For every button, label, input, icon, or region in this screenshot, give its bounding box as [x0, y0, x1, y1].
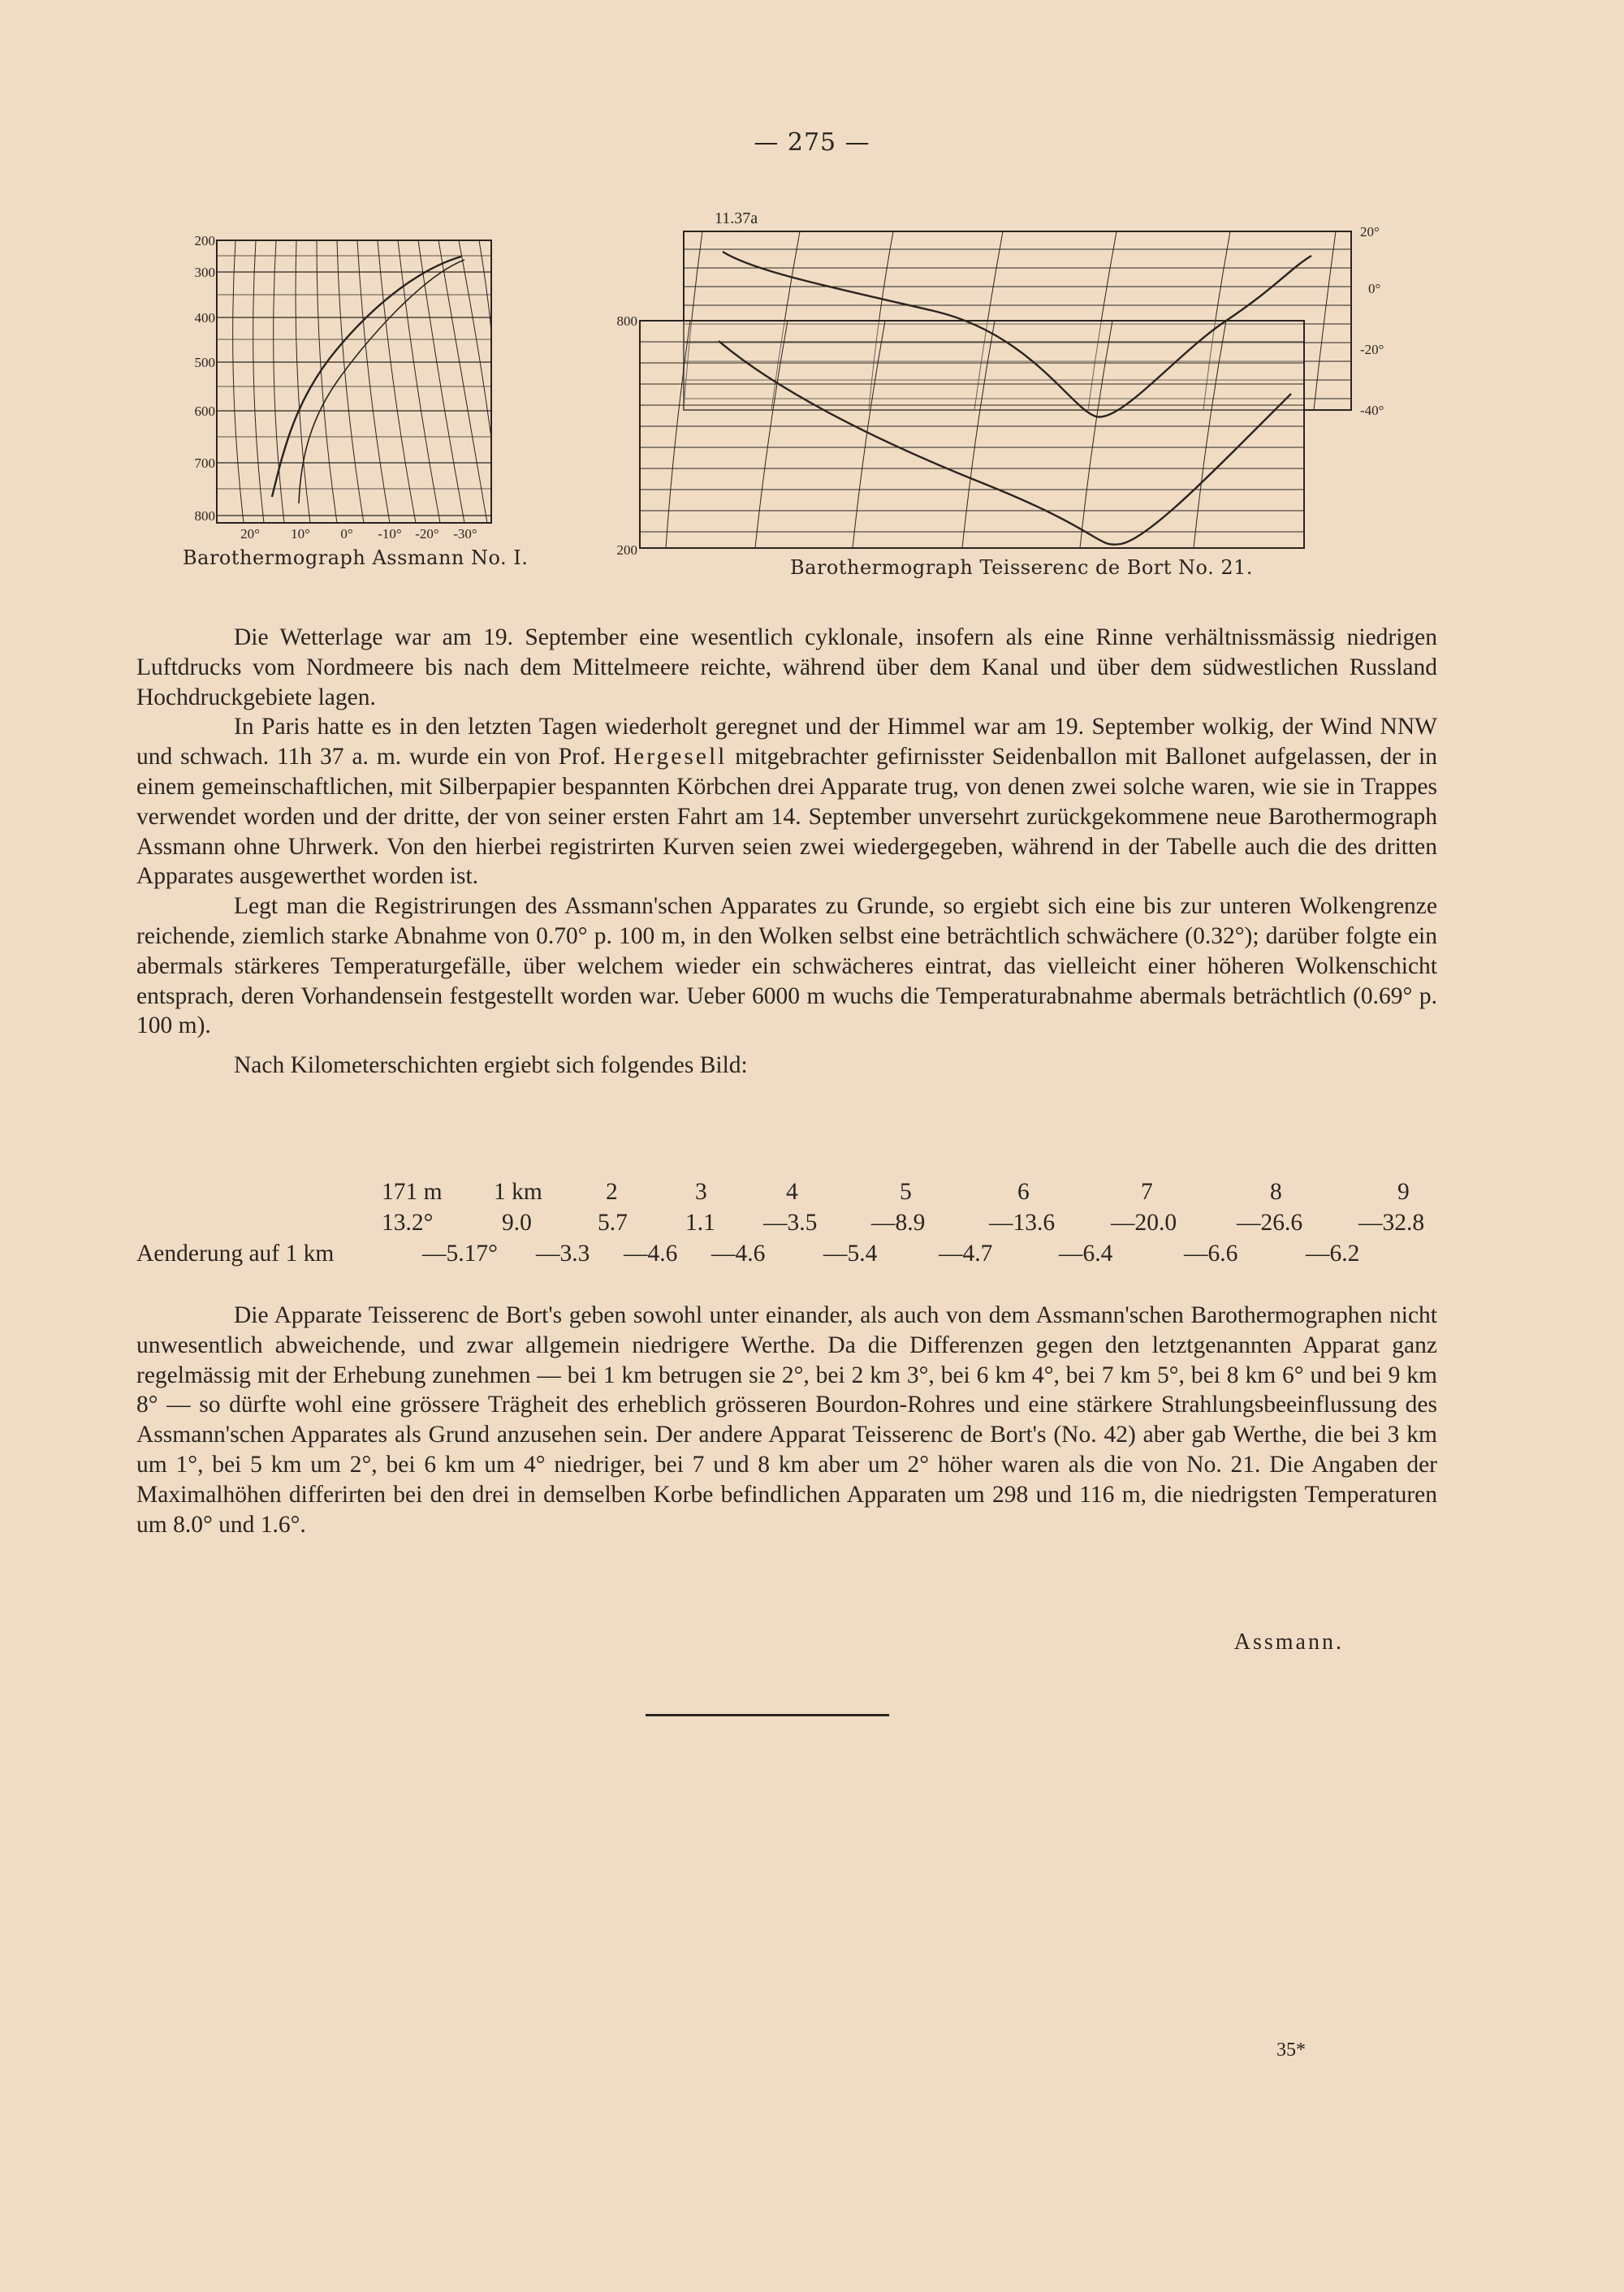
pressure-label: 700	[194, 455, 215, 471]
table-cell: —13.6	[989, 1210, 1056, 1236]
pressure-label: 600	[194, 404, 215, 419]
temperature-label: -10°	[378, 526, 402, 542]
table-cell: —20.0	[1111, 1210, 1177, 1236]
table-cell: 8	[1270, 1179, 1282, 1205]
table-cell: 13.2°	[382, 1210, 434, 1236]
table-cell: —6.2	[1306, 1241, 1360, 1267]
temperature-label: -20°	[415, 526, 439, 542]
person-name: Hergesell	[613, 744, 728, 770]
body-text-lower	[136, 1301, 1437, 1539]
table-cell: —3.3	[536, 1241, 590, 1267]
figure-assmann-barothermograph	[162, 227, 520, 568]
table-cell: —4.6	[711, 1241, 766, 1267]
temperature-label: -30°	[453, 526, 477, 542]
table-cell: —4.7	[939, 1241, 993, 1267]
teisserenc-right-label: -40°	[1360, 403, 1384, 418]
pressure-label: 300	[194, 265, 215, 280]
pressure-label: 500	[194, 355, 215, 370]
table-cell: 1 km	[494, 1179, 542, 1205]
assmann-ascent-curve	[272, 257, 461, 497]
table-row-heights	[136, 1179, 1444, 1208]
table-cell: —6.6	[1184, 1241, 1238, 1267]
figure-teisserenc-barothermograph	[593, 207, 1429, 564]
temperature-label: 0°	[340, 526, 353, 542]
paragraph-table-intro: Nach Kilometerschichten ergiebt sich folgendes Bild:	[234, 1052, 748, 1079]
closing-rule	[646, 1714, 889, 1716]
temperature-label: 20°	[240, 526, 260, 542]
paragraph-comparison: Die Apparate Teisserenc de Bort's geben sowohl unter einander, als auch von dem Assmann'schen Barothermographen nicht unwesentlich abweichende, und zwar allgemein niedrigere Werthe. Da die Differenzen gegen den letztgenannten Apparat ganz regelmässig mit der Erhebung zunehmen — bei 1 km betrugen sie 2°, bei 2 km 3°, bei 6 km 4°, bei 7 km 5°, bei 8 km 6° und bei 9 km 8° — so dürfte wohl eine grössere Trägheit des erheblich grösseren Bourdon-Rohres und eine stärkere Strahlungsbeeinflussung des Assmann'schen Apparates als Grund anzusehen sein. Der andere Apparat Teisserenc de Bort's (No. 42) aber gab Werthe, die bei 3 km um 1°, bei 5 km um 2°, bei 6 km um 4° niedriger, bei 7 und 8 km aber um 2° höher waren als die von No. 21. Die Angaben der Maximalhöhen differirten bei den drei in demselben Korbe befindlichen Apparaten um 298 und 116 m, die niedrigsten Temperaturen um 8.0° und 1.6°.	[136, 1302, 1437, 1538]
table-cell: 3	[695, 1179, 707, 1205]
table-cell: 4	[786, 1179, 798, 1205]
teisserenc-right-label: 0°	[1368, 281, 1381, 296]
table-cell: 5.7	[598, 1210, 628, 1236]
table-cell: —5.17°	[422, 1241, 498, 1267]
paragraph-ascent-part1: In Paris hatte es in den letzten Tagen wiederholt geregnet und der Himmel war am 19. September wolkig, der Wind NNW und schwach. 11h 37 a. m. wurde ein von Prof.	[136, 714, 1437, 770]
teisserenc-left-label: 800	[616, 313, 637, 329]
table-row-label: Aenderung auf 1 km	[136, 1241, 335, 1267]
table-cell: 9	[1397, 1179, 1410, 1205]
table-cell: —5.4	[823, 1241, 878, 1267]
figure-assmann-caption: Barothermograph Assmann No. I.	[183, 546, 529, 569]
body-text-upper	[136, 623, 1437, 1081]
paragraph-registration: Legt man die Registrirungen des Assmann'schen Apparates zu Grunde, so ergiebt sich eine bis zur unteren Wolkengrenze reichende, ziemlich starke Abnahme von 0.70° p. 100 m, in den Wolken selbst eine beträchtlich schwächere (0.32°); darüber folgte ein abermals stärkeres Temperaturgefälle, über welchem wieder ein schwächeres eintrat, das vielleicht einer höheren Wolkenschicht entsprach, deren Vorhandensein festgestellt worden war. Ueber 6000 m wuchs die Temperaturabnahme abermals beträchtlich (0.69° p. 100 m).	[136, 893, 1437, 1039]
table-cell: 1.1	[685, 1210, 715, 1236]
figure-teisserenc-caption: Barothermograph Teisserenc de Bort No. 21.	[790, 556, 1253, 579]
table-cell: —32.8	[1358, 1210, 1425, 1236]
table-cell: —3.5	[763, 1210, 818, 1236]
assmann-temperature-labels	[240, 526, 477, 542]
table-cell: 2	[606, 1179, 618, 1205]
temperature-table	[136, 1179, 1444, 1284]
assmann-pressure-labels	[195, 233, 216, 524]
author-signature: Assmann.	[1233, 1629, 1344, 1655]
table-row-changes	[136, 1241, 1444, 1270]
table-cell: —8.9	[871, 1210, 926, 1236]
table-cell: 171 m	[382, 1179, 443, 1205]
table-cell: 6	[1017, 1179, 1030, 1205]
sheet-number: 35*	[1276, 2039, 1306, 2061]
table-cell: —6.4	[1059, 1241, 1113, 1267]
table-cell: 5	[900, 1179, 912, 1205]
table-cell: —26.6	[1237, 1210, 1303, 1236]
teisserenc-right-label: 20°	[1360, 224, 1380, 240]
teisserenc-right-label: -20°	[1360, 342, 1384, 357]
paragraph-ascent	[136, 712, 1437, 891]
table-cell: 7	[1141, 1179, 1153, 1205]
table-cell: —4.6	[624, 1241, 678, 1267]
pressure-label: 400	[194, 310, 215, 326]
pressure-label: 800	[194, 508, 215, 524]
teisserenc-front-grid	[640, 321, 1304, 548]
table-cell: 9.0	[502, 1210, 532, 1236]
page-number: — 275 —	[754, 128, 870, 157]
assmann-grid	[217, 240, 491, 523]
paragraph-ascent-part2: mitgebrachter gefirnisster Seidenballon mit Ballonet aufgelassen, der in einem gemeinschaftlichen, mit Silberpapier bespannten Körbchen drei Apparate trug, von denen zwei solche waren, wie sie in Trappes verwendet worden und der dritte, der von seiner ersten Fahrt am 14. September unversehrt zurückgekommene neue Barothermograph Assmann ohne Uhrwerk. Von den hierbei registrirten Kurven seien zwei wiedergegeben, während in der Tabelle auch die des dritten Apparates ausgewerthet worden ist.	[136, 744, 1438, 890]
temperature-label: 10°	[291, 526, 310, 542]
paragraph-weather: Die Wetterlage war am 19. September eine wesentlich cyklonale, insofern als eine Rinne verhältnissmässig niedrigen Luftdrucks vom Nordmeere bis nach dem Mittelmeere reichte, während über dem Kanal und über dem südwestlichen Russland Hochdruckgebiete lagen.	[136, 624, 1437, 710]
table-row-temperatures	[136, 1210, 1444, 1239]
teisserenc-left-label: 200	[616, 542, 637, 558]
teisserenc-time-label: 11.37a	[715, 209, 758, 227]
pressure-label: 200	[194, 233, 215, 248]
